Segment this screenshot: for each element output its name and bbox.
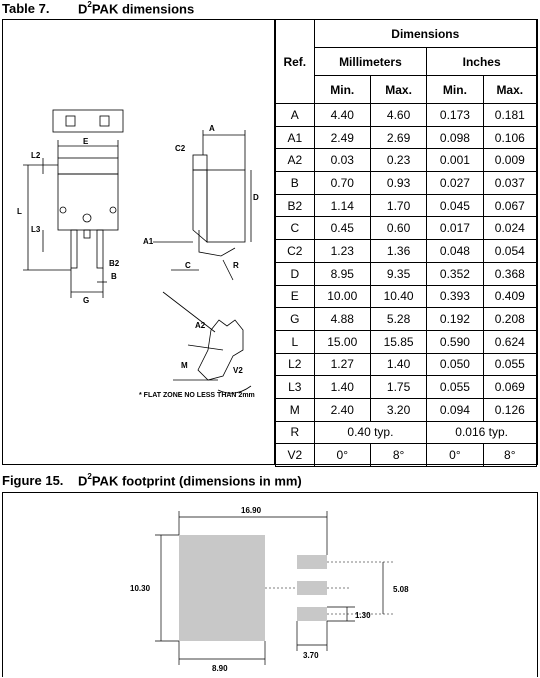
label-D: D bbox=[253, 193, 259, 202]
table-title-suffix: PAK dimensions bbox=[91, 1, 195, 17]
label-L3: L3 bbox=[31, 225, 41, 234]
cell-mm-max: 15.85 bbox=[370, 330, 426, 353]
footprint-pad-top bbox=[297, 555, 327, 569]
label-V2: V2 bbox=[233, 366, 243, 375]
footprint-pad-pitch: 5.08 bbox=[393, 585, 409, 594]
cell-in-min: 0.393 bbox=[427, 285, 483, 308]
figure-title bbox=[2, 473, 302, 488]
cell-in-min: 0.001 bbox=[427, 149, 483, 172]
cell-mm-min: 10.00 bbox=[314, 285, 370, 308]
cell-in-min: 0° bbox=[427, 444, 483, 467]
package-drawing bbox=[3, 20, 275, 464]
header-in-max: Max. bbox=[483, 76, 536, 104]
label-M: M bbox=[181, 361, 188, 370]
top-view-tab-left bbox=[66, 116, 75, 126]
cell-mm-typ: 0.40 typ. bbox=[314, 421, 427, 444]
cell-in-min: 0.048 bbox=[427, 240, 483, 263]
cell-mm-max: 1.36 bbox=[370, 240, 426, 263]
cell-in-min: 0.352 bbox=[427, 262, 483, 285]
header-inches: Inches bbox=[427, 48, 537, 76]
table-row bbox=[276, 104, 537, 127]
side-view-top bbox=[193, 155, 207, 170]
cell-mm-min: 1.27 bbox=[314, 353, 370, 376]
top-view-body bbox=[53, 110, 123, 132]
cell-mm-max: 9.35 bbox=[370, 262, 426, 285]
table-row bbox=[276, 308, 537, 331]
cell-in-min: 0.173 bbox=[427, 104, 483, 127]
cell-mm-min: 0.45 bbox=[314, 217, 370, 240]
table-row bbox=[276, 149, 537, 172]
cell-in-min: 0.055 bbox=[427, 376, 483, 399]
flat-zone-note: * FLAT ZONE NO LESS THAN 2mm bbox=[139, 392, 255, 399]
front-view-notch-left bbox=[60, 207, 66, 213]
cell-in-max: 0.024 bbox=[483, 217, 536, 240]
dimensions-rows bbox=[276, 104, 537, 422]
cell-ref: R bbox=[276, 421, 315, 444]
cell-ref: A bbox=[276, 104, 315, 127]
table-row bbox=[276, 353, 537, 376]
table-number: Table 7. bbox=[2, 1, 50, 17]
cell-in-min: 0.094 bbox=[427, 398, 483, 421]
cell-in-max: 0.037 bbox=[483, 172, 536, 195]
front-view-hole bbox=[83, 214, 91, 222]
table-row bbox=[276, 262, 537, 285]
cell-in-typ: 0.016 typ. bbox=[427, 421, 537, 444]
label-A: A bbox=[209, 124, 215, 133]
cell-ref: C bbox=[276, 217, 315, 240]
cell-in-max: 8° bbox=[483, 444, 536, 467]
table-row bbox=[276, 172, 537, 195]
cell-in-max: 0.181 bbox=[483, 104, 536, 127]
footprint-svg bbox=[3, 493, 539, 678]
footprint-height: 10.30 bbox=[130, 584, 151, 593]
cell-in-max: 0.009 bbox=[483, 149, 536, 172]
header-in-min: Min. bbox=[427, 76, 483, 104]
table-row-R bbox=[276, 421, 537, 444]
cell-in-min: 0.192 bbox=[427, 308, 483, 331]
cell-in-max: 0.069 bbox=[483, 376, 536, 399]
table-row bbox=[276, 217, 537, 240]
dimensions-table bbox=[275, 19, 537, 467]
cell-ref: L3 bbox=[276, 376, 315, 399]
table-title-prefix: D bbox=[78, 1, 88, 17]
cell-mm-max: 1.70 bbox=[370, 194, 426, 217]
cell-ref: V2 bbox=[276, 444, 315, 467]
cell-mm-max: 0.23 bbox=[370, 149, 426, 172]
footprint-pad-bottom bbox=[297, 607, 327, 621]
cell-ref: B2 bbox=[276, 194, 315, 217]
cell-in-max: 0.208 bbox=[483, 308, 536, 331]
table-title-sup: 2 bbox=[87, 0, 92, 9]
cell-ref: D bbox=[276, 262, 315, 285]
table-title bbox=[2, 1, 194, 16]
label-E: E bbox=[83, 137, 89, 146]
cell-mm-max: 1.75 bbox=[370, 376, 426, 399]
header-millimeters: Millimeters bbox=[314, 48, 427, 76]
cell-in-min: 0.590 bbox=[427, 330, 483, 353]
lead-center bbox=[84, 230, 90, 238]
label-L: L bbox=[17, 207, 22, 216]
footprint-tab-width: 8.90 bbox=[212, 664, 228, 673]
table-row-V2 bbox=[276, 444, 537, 467]
cell-mm-min: 4.88 bbox=[314, 308, 370, 331]
cell-mm-max: 4.60 bbox=[370, 104, 426, 127]
cell-in-min: 0.098 bbox=[427, 126, 483, 149]
cell-in-min: 0.050 bbox=[427, 353, 483, 376]
cell-ref: E bbox=[276, 285, 315, 308]
header-ref: Ref. bbox=[276, 20, 315, 104]
side-view-slope bbox=[193, 170, 207, 242]
cell-in-max: 0.106 bbox=[483, 126, 536, 149]
front-view-notch-right bbox=[110, 207, 116, 213]
cell-mm-min: 0.03 bbox=[314, 149, 370, 172]
table-row bbox=[276, 398, 537, 421]
table-row bbox=[276, 240, 537, 263]
cell-ref: L bbox=[276, 330, 315, 353]
label-C: C bbox=[185, 261, 191, 270]
cell-mm-min: 1.23 bbox=[314, 240, 370, 263]
header-mm-min: Min. bbox=[314, 76, 370, 104]
cell-mm-min: 0.70 bbox=[314, 172, 370, 195]
cell-mm-max: 1.40 bbox=[370, 353, 426, 376]
label-C2: C2 bbox=[175, 144, 186, 153]
cell-ref: A2 bbox=[276, 149, 315, 172]
cell-mm-min: 15.00 bbox=[314, 330, 370, 353]
cell-mm-max: 3.20 bbox=[370, 398, 426, 421]
cell-mm-max: 2.69 bbox=[370, 126, 426, 149]
figure-number: Figure 15. bbox=[2, 473, 64, 489]
front-view-top bbox=[58, 158, 118, 174]
cell-in-max: 0.409 bbox=[483, 285, 536, 308]
lead-right bbox=[97, 230, 103, 268]
cell-mm-min: 2.40 bbox=[314, 398, 370, 421]
side-view-lead bbox=[199, 230, 235, 256]
cell-mm-max: 8° bbox=[370, 444, 426, 467]
label-G: G bbox=[83, 296, 90, 305]
figure-title-suffix: PAK footprint (dimensions in mm) bbox=[91, 473, 302, 489]
cell-in-max: 0.368 bbox=[483, 262, 536, 285]
cell-ref: A1 bbox=[276, 126, 315, 149]
cell-in-max: 0.624 bbox=[483, 330, 536, 353]
footprint-pad-middle bbox=[297, 581, 327, 595]
footprint-width-total: 16.90 bbox=[241, 506, 262, 515]
table-row bbox=[276, 126, 537, 149]
cell-mm-max: 0.93 bbox=[370, 172, 426, 195]
cell-ref: L2 bbox=[276, 353, 315, 376]
dimension-frame bbox=[2, 19, 538, 465]
lead-left bbox=[71, 230, 77, 268]
label-B2: B2 bbox=[109, 259, 120, 268]
cell-in-max: 0.067 bbox=[483, 194, 536, 217]
label-R: R bbox=[233, 261, 239, 270]
label-B: B bbox=[111, 272, 117, 281]
cell-ref: G bbox=[276, 308, 315, 331]
cell-ref: C2 bbox=[276, 240, 315, 263]
cell-mm-min: 0° bbox=[314, 444, 370, 467]
footprint-frame bbox=[2, 492, 538, 677]
footprint-tab-pad bbox=[179, 535, 265, 641]
table-row bbox=[276, 376, 537, 399]
cell-mm-min: 2.49 bbox=[314, 126, 370, 149]
header-mm-max: Max. bbox=[370, 76, 426, 104]
cell-mm-min: 1.14 bbox=[314, 194, 370, 217]
cell-mm-max: 5.28 bbox=[370, 308, 426, 331]
top-view-tab-right bbox=[100, 116, 109, 126]
figure-title-sup: 2 bbox=[87, 472, 92, 481]
cell-mm-min: 1.40 bbox=[314, 376, 370, 399]
cell-ref: B bbox=[276, 172, 315, 195]
cell-in-max: 0.055 bbox=[483, 353, 536, 376]
cell-in-min: 0.027 bbox=[427, 172, 483, 195]
cell-mm-max: 10.40 bbox=[370, 285, 426, 308]
cell-in-min: 0.045 bbox=[427, 194, 483, 217]
cell-ref: M bbox=[276, 398, 315, 421]
cell-in-max: 0.126 bbox=[483, 398, 536, 421]
footprint-pad-height: 1.30 bbox=[355, 611, 371, 620]
cell-mm-min: 8.95 bbox=[314, 262, 370, 285]
table-row bbox=[276, 285, 537, 308]
label-L2: L2 bbox=[31, 151, 41, 160]
side-view-body bbox=[207, 170, 245, 242]
cell-in-max: 0.054 bbox=[483, 240, 536, 263]
footprint-pad-width: 3.70 bbox=[303, 651, 319, 660]
table-row bbox=[276, 194, 537, 217]
figure-title-prefix: D bbox=[78, 473, 88, 489]
label-A2: A2 bbox=[195, 321, 206, 330]
cell-mm-max: 0.60 bbox=[370, 217, 426, 240]
cell-mm-min: 4.40 bbox=[314, 104, 370, 127]
label-A1: A1 bbox=[143, 237, 154, 246]
cell-in-min: 0.017 bbox=[427, 217, 483, 240]
table-row bbox=[276, 330, 537, 353]
header-dimensions: Dimensions bbox=[314, 20, 536, 48]
